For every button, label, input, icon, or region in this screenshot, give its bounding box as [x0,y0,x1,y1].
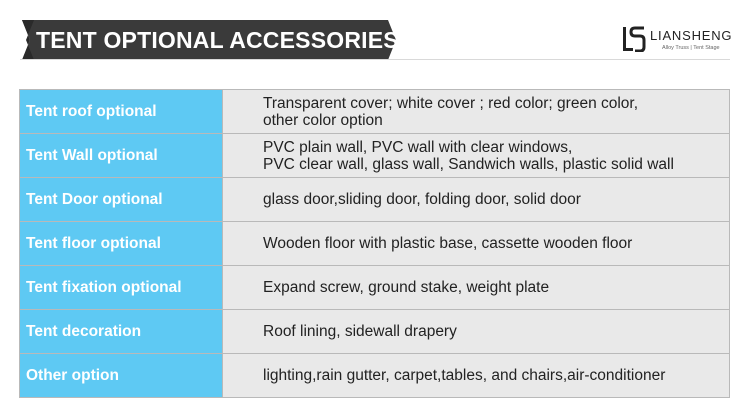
row-value-line: glass door,sliding door, folding door, solid door [263,191,581,208]
row-label: Tent roof optional [20,90,223,134]
row-value-line: lighting,rain gutter, carpet,tables, and chairs,air-conditioner [263,367,666,384]
row-value-line: PVC plain wall, PVC wall with clear windows, [263,138,573,156]
logo-name: LIANSHENG [650,28,733,43]
row-value-line: Roof lining, sidewall drapery [263,323,457,340]
header-divider [20,59,730,60]
row-value-line: Wooden floor with plastic base, cassette wooden floor [263,235,633,252]
logo-tagline: Alloy Truss | Tent Stage [662,45,720,51]
row-value-line: Expand screw, ground stake, weight plate [263,279,550,296]
table-row [20,134,730,178]
row-label: Tent floor optional [20,222,223,266]
page-title: TENT OPTIONAL ACCESSORIES [36,27,399,53]
table-row [20,90,730,134]
row-value-line: Transparent cover; white cover ; red color; green color, [263,94,639,112]
page-header [0,0,750,80]
table-body [20,90,730,398]
row-label: Other option [20,354,223,398]
row-value-line: other color option [263,111,383,129]
row-label: Tent fixation optional [20,266,223,310]
table-row [20,222,730,266]
table-row [20,310,730,354]
company-logo [622,26,740,56]
row-value [223,310,730,354]
row-label: Tent Wall optional [20,134,223,178]
accessories-table [19,89,730,398]
table-row [20,354,730,398]
row-value [223,354,730,398]
table-row [20,266,730,310]
table-row [20,178,730,222]
row-value [223,266,730,310]
row-value [223,90,730,134]
row-label: Tent Door optional [20,178,223,222]
row-value [223,134,730,178]
row-value-line: PVC clear wall, glass wall, Sandwich walls, plastic solid wall [263,155,674,173]
row-value [223,222,730,266]
logo-mark-icon [622,26,646,52]
title-banner [22,20,399,60]
row-value [223,178,730,222]
row-label: Tent decoration [20,310,223,354]
